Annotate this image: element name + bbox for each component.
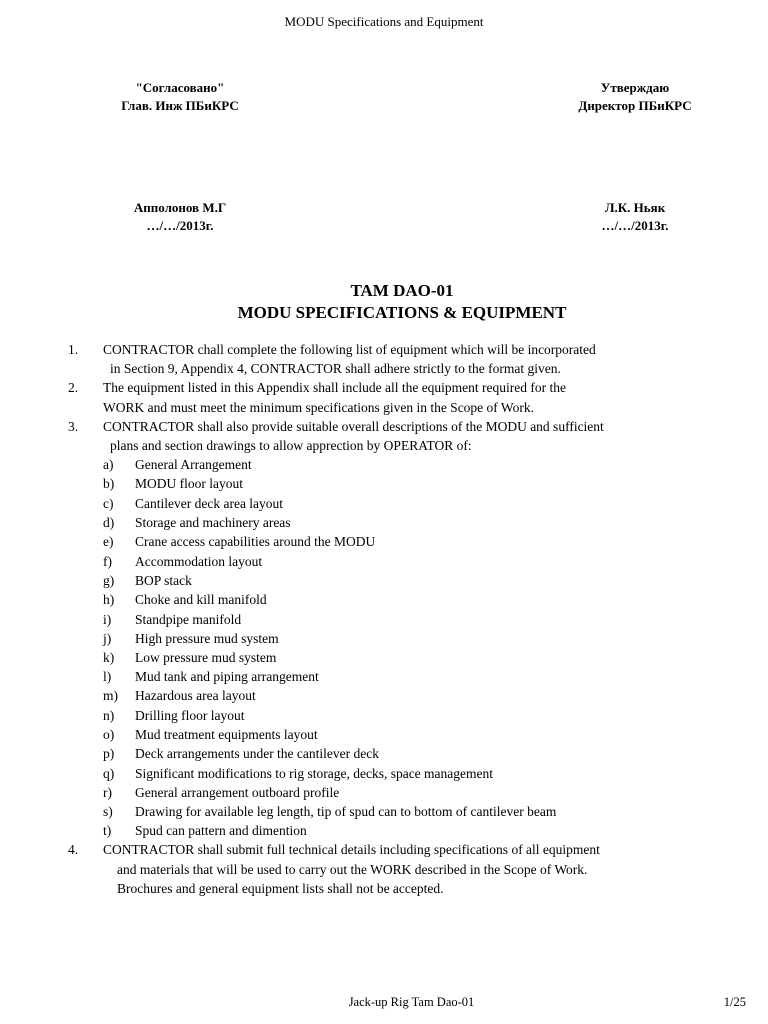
page-footer: Jack-up Rig Tam Dao-01	[348, 995, 475, 1009]
item-text: plans and section drawings to allow apprection by OPERATOR of:	[110, 438, 472, 453]
item-text: The equipment listed in this Appendix shall include all the equipment required for the	[103, 380, 567, 395]
approved-label: "Согласовано"	[135, 80, 225, 95]
sub-item-letter: l)	[103, 669, 112, 684]
sub-item-letter: a)	[103, 457, 114, 472]
title-line-2: MODU SPECIFICATIONS & EQUIPMENT	[237, 303, 567, 322]
signature-date: …/…/2013г.	[146, 218, 214, 233]
approver-position: Директор ПБиКРС	[578, 98, 692, 113]
sub-item-letter: r)	[103, 785, 112, 800]
sub-item-letter: h)	[103, 592, 115, 607]
sub-item-text: Mud tank and piping arrangement	[135, 669, 319, 684]
item-number: 2.	[68, 380, 79, 395]
sub-item-letter: q)	[103, 766, 115, 781]
sub-item-text: Low pressure mud system	[135, 650, 277, 665]
sub-item-text: Drawing for available leg length, tip of spud can to bottom of cantilever beam	[135, 804, 557, 819]
sub-item-letter: m)	[103, 688, 118, 703]
sub-item-letter: c)	[103, 496, 114, 511]
sub-item-letter: i)	[103, 612, 112, 627]
sub-item-text: Spud can pattern and dimention	[135, 823, 307, 838]
sub-item-text: High pressure mud system	[135, 631, 279, 646]
approver-position: Глав. Инж ПБиКРС	[121, 98, 239, 113]
sub-item-letter: e)	[103, 534, 114, 549]
item-text: CONTRACTOR chall complete the following list of equipment which will be incorporated	[103, 342, 596, 357]
approved-label: Утверждаю	[600, 80, 670, 95]
sub-item-letter: g)	[103, 573, 115, 588]
sub-item-letter: o)	[103, 727, 115, 742]
sub-item-letter: s)	[103, 804, 113, 819]
sub-item-text: BOP stack	[135, 573, 192, 588]
sub-item-text: Deck arrangements under the cantilever deck	[135, 746, 380, 761]
item-text: CONTRACTOR shall submit full technical details including specifications of all equipment	[103, 842, 600, 857]
sub-item-letter: b)	[103, 476, 115, 491]
sub-item-text: Accommodation layout	[135, 554, 263, 569]
sub-item-text: Hazardous area layout	[135, 688, 256, 703]
title-line-1: TAM DAO-01	[350, 281, 454, 300]
sub-item-text: Cantilever deck area layout	[135, 496, 284, 511]
sub-item-letter: j)	[103, 631, 112, 646]
item-number: 4.	[68, 842, 79, 857]
sub-item-text: Drilling floor layout	[135, 708, 245, 723]
sub-item-text: General arrangement outboard profile	[135, 785, 340, 800]
item-number: 3.	[68, 419, 79, 434]
sub-item-letter: t)	[103, 823, 112, 838]
sub-item-text: Standpipe manifold	[135, 612, 242, 627]
sub-item-text: Mud treatment equipments layout	[135, 727, 318, 742]
sub-item-text: Storage and machinery areas	[135, 515, 291, 530]
item-text: Brochures and general equipment lists shall not be accepted.	[117, 881, 444, 896]
signature-date: …/…/2013г.	[601, 218, 669, 233]
signer-name: Л.К. Ньяк	[604, 200, 666, 215]
page-header: MODU Specifications and Equipment	[284, 14, 484, 29]
sub-item-text: Crane access capabilities around the MODU	[135, 534, 376, 549]
item-text: in Section 9, Appendix 4, CONTRACTOR shall adhere strictly to the format given.	[110, 361, 561, 376]
item-text: and materials that will be used to carry out the WORK described in the Scope of Work.	[117, 862, 588, 877]
page-number: 1/25	[723, 995, 746, 1009]
sub-item-letter: p)	[103, 746, 115, 761]
item-number: 1.	[68, 342, 79, 357]
sub-item-letter: d)	[103, 515, 115, 530]
item-text: WORK and must meet the minimum specifications given in the Scope of Work.	[103, 400, 534, 415]
signer-name: Апполонов М.Г	[133, 200, 227, 215]
sub-item-text: MODU floor layout	[135, 476, 243, 491]
item-text: CONTRACTOR shall also provide suitable overall descriptions of the MODU and sufficient	[103, 419, 604, 434]
sub-item-letter: n)	[103, 708, 115, 723]
sub-item-letter: k)	[103, 650, 115, 665]
sub-item-text: Significant modifications to rig storage, decks, space management	[135, 766, 494, 781]
sub-item-text: Choke and kill manifold	[135, 592, 267, 607]
sub-item-letter: f)	[103, 554, 112, 569]
sub-item-text: General Arrangement	[135, 457, 252, 472]
